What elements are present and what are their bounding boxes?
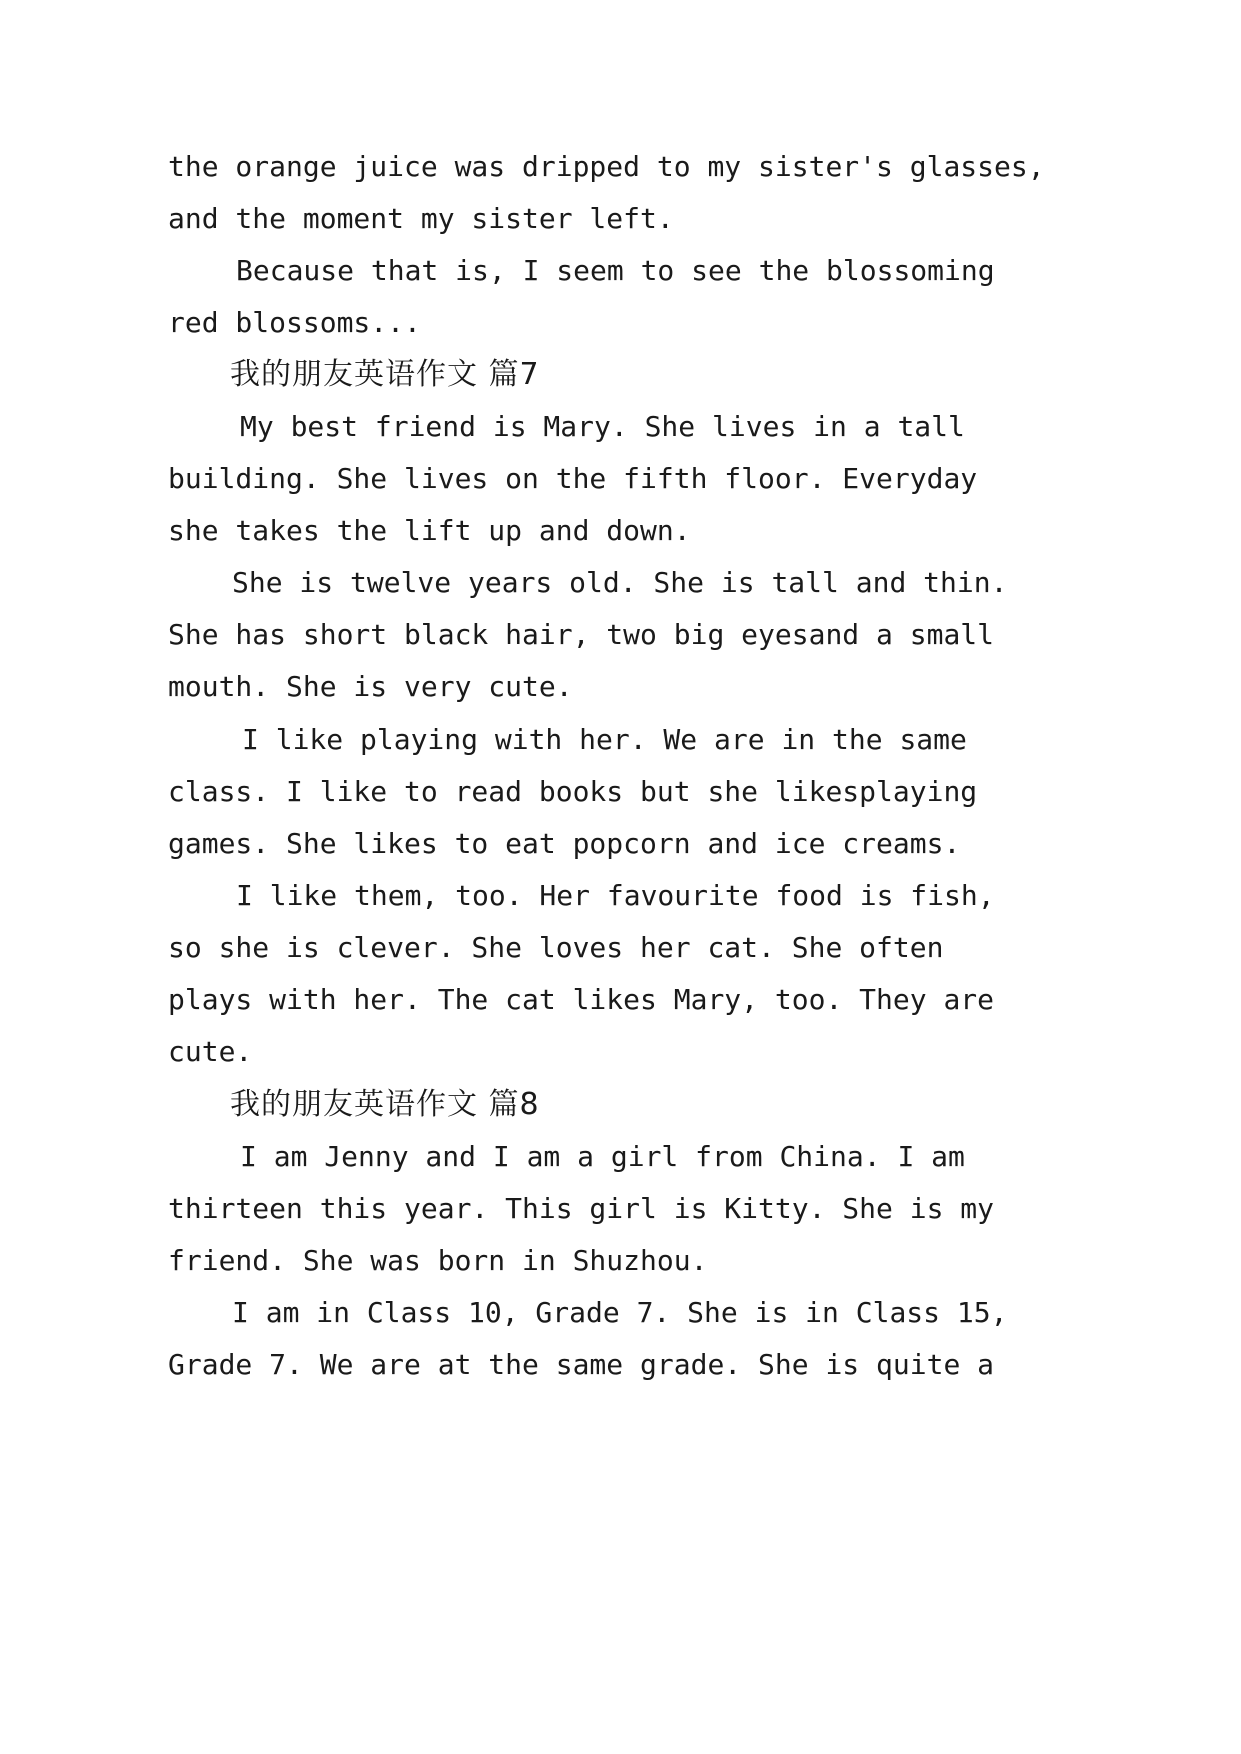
text-line: I am Jenny and I am a girl from China. I am [240, 1140, 965, 1173]
text-line: thirteen this year. This girl is Kitty. She is my [168, 1192, 995, 1225]
text-line: mouth. She is very cute. [168, 670, 573, 703]
text-line: Because that is, I seem to see the blossoming [236, 254, 995, 287]
text-line: I am in Class 10, Grade 7. She is in Class 15, [232, 1296, 1008, 1329]
text-line: friend. She was born in Shuzhou. [168, 1244, 708, 1277]
text-line: cute. [168, 1035, 253, 1068]
text-line: Grade 7. We are at the same grade. She is quite a [168, 1348, 995, 1381]
text-line: building. She lives on the fifth floor. Everyday [168, 462, 978, 495]
section-heading: 我的朋友英语作文 篇7 [230, 357, 540, 392]
text-line: plays with her. The cat likes Mary, too. They are [168, 983, 995, 1016]
text-line: I like them, too. Her favourite food is fish, [236, 879, 995, 912]
text-line: she takes the lift up and down. [168, 514, 691, 547]
text-line: games. She likes to eat popcorn and ice creams. [168, 827, 961, 860]
text-line: and the moment my sister left. [168, 202, 674, 235]
text-line: the orange juice was dripped to my sister's glasses, [168, 150, 1045, 183]
text-line: My best friend is Mary. She lives in a tall [240, 410, 965, 443]
text-line: class. I like to read books but she likesplaying [168, 775, 978, 808]
text-line: She has short black hair, two big eyesand a small [168, 618, 995, 651]
text-line: She is twelve years old. She is tall and thin. [232, 566, 1008, 599]
text-line: red blossoms... [168, 306, 421, 339]
text-line: so she is clever. She loves her cat. She often [168, 931, 944, 964]
text-line: I like playing with her. We are in the same [242, 723, 967, 756]
section-heading: 我的朋友英语作文 篇8 [230, 1087, 540, 1122]
